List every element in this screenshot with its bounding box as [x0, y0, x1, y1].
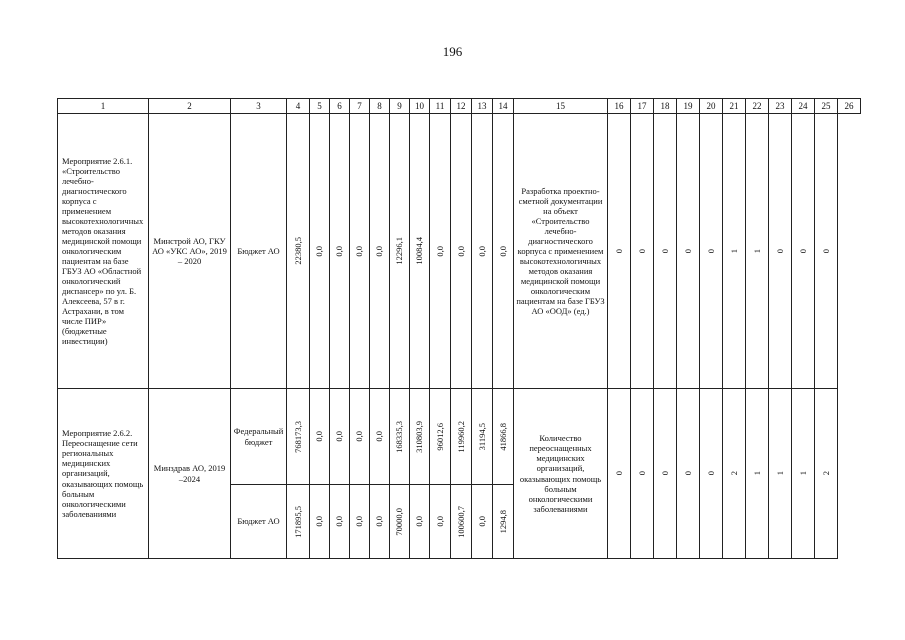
funding-value-cell-text: 31194,5: [476, 422, 487, 451]
funding-value-cell: [430, 389, 451, 485]
funding-value-cell: [493, 114, 514, 389]
program-table: [57, 98, 861, 559]
target-value-cell: [792, 389, 815, 559]
funding-value-cell-text: 0,0: [314, 516, 325, 527]
funding-value-cell-text: 100600,7: [455, 505, 466, 538]
column-number: 3: [231, 99, 287, 114]
column-number: 5: [310, 99, 330, 114]
column-number: 23: [769, 99, 792, 114]
funding-value-cell-text: 0,0: [354, 431, 365, 442]
target-value-cell-text: 1: [774, 471, 785, 476]
funding-value-cell: [410, 485, 430, 559]
target-value-cell: [746, 114, 769, 389]
funding-value-cell-text: 0,0: [334, 516, 345, 527]
target-value-cell: [608, 389, 631, 559]
column-number: 4: [287, 99, 310, 114]
funding-value-cell-text: 12296,1: [394, 237, 405, 265]
column-number: 7: [350, 99, 370, 114]
funding-value-cell-text: 0,0: [314, 431, 325, 442]
funding-source-cell: Бюджет АО: [231, 485, 287, 559]
target-value-cell: [723, 114, 746, 389]
funding-value-cell: [493, 485, 514, 559]
target-value-cell-text: 0: [705, 248, 716, 254]
funding-value-cell: [310, 485, 330, 559]
target-value-cell: [700, 389, 723, 559]
page-number: 196: [442, 44, 463, 59]
funding-value-cell: [287, 485, 310, 559]
funding-value-cell: [472, 389, 493, 485]
table-row: [58, 389, 861, 485]
column-number: 15: [514, 99, 608, 114]
target-value-cell: [700, 114, 723, 389]
funding-value-cell: [430, 485, 451, 559]
table-row: [58, 114, 861, 389]
funding-value-cell-text: 171895,5: [292, 505, 303, 538]
target-value-cell-text: 0: [682, 248, 693, 254]
funding-value-cell: [350, 389, 370, 485]
column-number: 14: [493, 99, 514, 114]
funding-value-cell: [451, 114, 472, 389]
funding-value-cell: [410, 114, 430, 389]
column-number: 12: [451, 99, 472, 114]
funding-value-cell-text: 0,0: [334, 245, 345, 257]
funding-value-cell: [451, 389, 472, 485]
funding-value-cell-text: 768173,3: [292, 420, 303, 453]
funding-value-cell: [287, 114, 310, 389]
funding-value-cell: [493, 389, 514, 485]
column-number: 13: [472, 99, 493, 114]
funding-value-cell-text: 70000,0: [394, 507, 405, 536]
column-number: 2: [149, 99, 231, 114]
target-value-cell: [769, 114, 792, 389]
target-value-cell-text: 0: [613, 471, 624, 476]
funding-value-cell: [472, 114, 493, 389]
target-value-cell-text: 0: [659, 248, 670, 254]
activity-cell: Мероприятие 2.6.2. Переоснащение сети региональных медицинских организаций, оказывающих помощь больным онкологическими заболеваниями: [58, 389, 149, 559]
funding-value-cell-text: 41866,8: [497, 422, 508, 451]
funding-value-cell-text: 0,0: [434, 516, 445, 527]
funding-value-cell: [451, 485, 472, 559]
funding-value-cell-text: 0,0: [354, 516, 365, 527]
target-value-cell: [631, 389, 654, 559]
funding-value-cell-text: 0,0: [434, 245, 445, 257]
column-number: 17: [631, 99, 654, 114]
column-number: 10: [410, 99, 430, 114]
funding-value-cell: [430, 114, 451, 389]
indicator-cell: Количество переоснащенных медицинских организаций, оказывающих помощь больным онкологическими заболеваниями: [514, 389, 608, 559]
target-value-cell-text: 0: [636, 248, 647, 254]
funding-value-cell: [350, 114, 370, 389]
activity-cell: Мероприятие 2.6.1. «Строительство лечебно-диагностического корпуса с применением высокотехнологичных методов оказания медицинской помощи онкологическим пациентам на базе ГБУЗ АО «Областной онкологический диспансер» по ул. Б. Алексеева, 57 в г. Астрахани, в том числе ПИР» (бюджетные инвестиции): [58, 114, 149, 389]
target-value-cell: [608, 114, 631, 389]
target-value-cell: [815, 389, 838, 559]
funding-value-cell: [390, 389, 410, 485]
target-value-cell-text: 0: [613, 248, 624, 254]
target-value-cell-text: 0: [682, 471, 693, 476]
funding-value-cell-text: 168335,3: [394, 420, 405, 453]
target-value-cell: [677, 114, 700, 389]
funding-value-cell: [390, 485, 410, 559]
funding-value-cell-text: 0,0: [455, 245, 466, 257]
target-value-cell-text: 1: [797, 471, 808, 476]
target-value-cell-text: 0: [820, 248, 831, 254]
target-value-cell: [654, 389, 677, 559]
target-value-cell: [815, 114, 838, 389]
funding-value-cell: [330, 485, 350, 559]
indicator-cell: Разработка проектно-сметной документации на объект «Строительство лечебно-диагностического корпуса с применением высокотехнологичных методов оказания медицинской помощи онкологическим пациентам на базе ГБУЗ АО «ООД» (ед.): [514, 114, 608, 389]
funding-value-cell-text: 0,0: [374, 245, 385, 257]
executor-cell: Минздрав АО, 2019 –2024: [149, 389, 231, 559]
target-value-cell-text: 0: [774, 248, 785, 254]
target-value-cell-text: 0: [797, 248, 808, 254]
column-number: 19: [677, 99, 700, 114]
target-value-cell: [769, 389, 792, 559]
column-number: 25: [815, 99, 838, 114]
target-value-cell-text: 2: [820, 471, 831, 476]
target-value-cell: [723, 389, 746, 559]
funding-value-cell: [330, 389, 350, 485]
target-value-cell-text: 1: [728, 248, 739, 254]
column-number: 16: [608, 99, 631, 114]
column-number: 26: [838, 99, 861, 114]
funding-value-cell-text: 1294,8: [497, 509, 508, 534]
funding-value-cell: [410, 389, 430, 485]
funding-value-cell-text: 96012,6: [434, 422, 445, 451]
target-value-cell: [654, 114, 677, 389]
funding-value-cell-text: 0,0: [476, 245, 487, 257]
funding-value-cell: [370, 389, 390, 485]
column-number: 24: [792, 99, 815, 114]
target-value-cell-text: 0: [705, 471, 716, 476]
target-value-cell: [746, 389, 769, 559]
funding-value-cell-text: 119960,2: [455, 420, 466, 453]
funding-value-cell-text: 0,0: [334, 431, 345, 442]
target-value-cell: [631, 114, 654, 389]
target-value-cell: [792, 114, 815, 389]
funding-value-cell-text: 0,0: [476, 516, 487, 527]
target-value-cell-text: 1: [751, 471, 762, 476]
funding-source-cell: Федеральный бюджет: [231, 389, 287, 485]
funding-value-cell: [350, 485, 370, 559]
column-number: 6: [330, 99, 350, 114]
funding-source-cell: Бюджет АО: [231, 114, 287, 389]
column-number: 20: [700, 99, 723, 114]
target-value-cell-text: 1: [751, 248, 762, 254]
funding-value-cell: [310, 389, 330, 485]
funding-value-cell-text: 0,0: [414, 516, 425, 527]
target-value-cell: [677, 389, 700, 559]
column-number: 18: [654, 99, 677, 114]
funding-value-cell: [330, 114, 350, 389]
funding-value-cell: [472, 485, 493, 559]
funding-value-cell: [287, 389, 310, 485]
funding-value-cell-text: 0,0: [314, 245, 325, 257]
column-number: 11: [430, 99, 451, 114]
funding-value-cell: [370, 485, 390, 559]
funding-value-cell: [390, 114, 410, 389]
funding-value-cell-text: 0,0: [374, 431, 385, 442]
target-value-cell-text: 0: [659, 471, 670, 476]
column-number: 21: [723, 99, 746, 114]
target-value-cell-text: 0: [636, 471, 647, 476]
funding-value-cell-text: 310803,9: [414, 420, 425, 453]
header-row: [58, 99, 861, 114]
column-number: 9: [390, 99, 410, 114]
funding-value-cell-text: 0,0: [497, 245, 508, 257]
funding-value-cell: [370, 114, 390, 389]
target-value-cell-text: 2: [728, 471, 739, 476]
funding-value-cell: [310, 114, 330, 389]
column-number: 8: [370, 99, 390, 114]
executor-cell: Минстрой АО, ГКУ АО «УКС АО», 2019 – 2020: [149, 114, 231, 389]
column-number: 1: [58, 99, 149, 114]
funding-value-cell-text: 0,0: [354, 245, 365, 257]
funding-value-cell-text: 0,0: [374, 516, 385, 527]
funding-value-cell-text: 22380,5: [292, 237, 303, 265]
column-number: 22: [746, 99, 769, 114]
funding-value-cell-text: 10084,4: [414, 237, 425, 265]
